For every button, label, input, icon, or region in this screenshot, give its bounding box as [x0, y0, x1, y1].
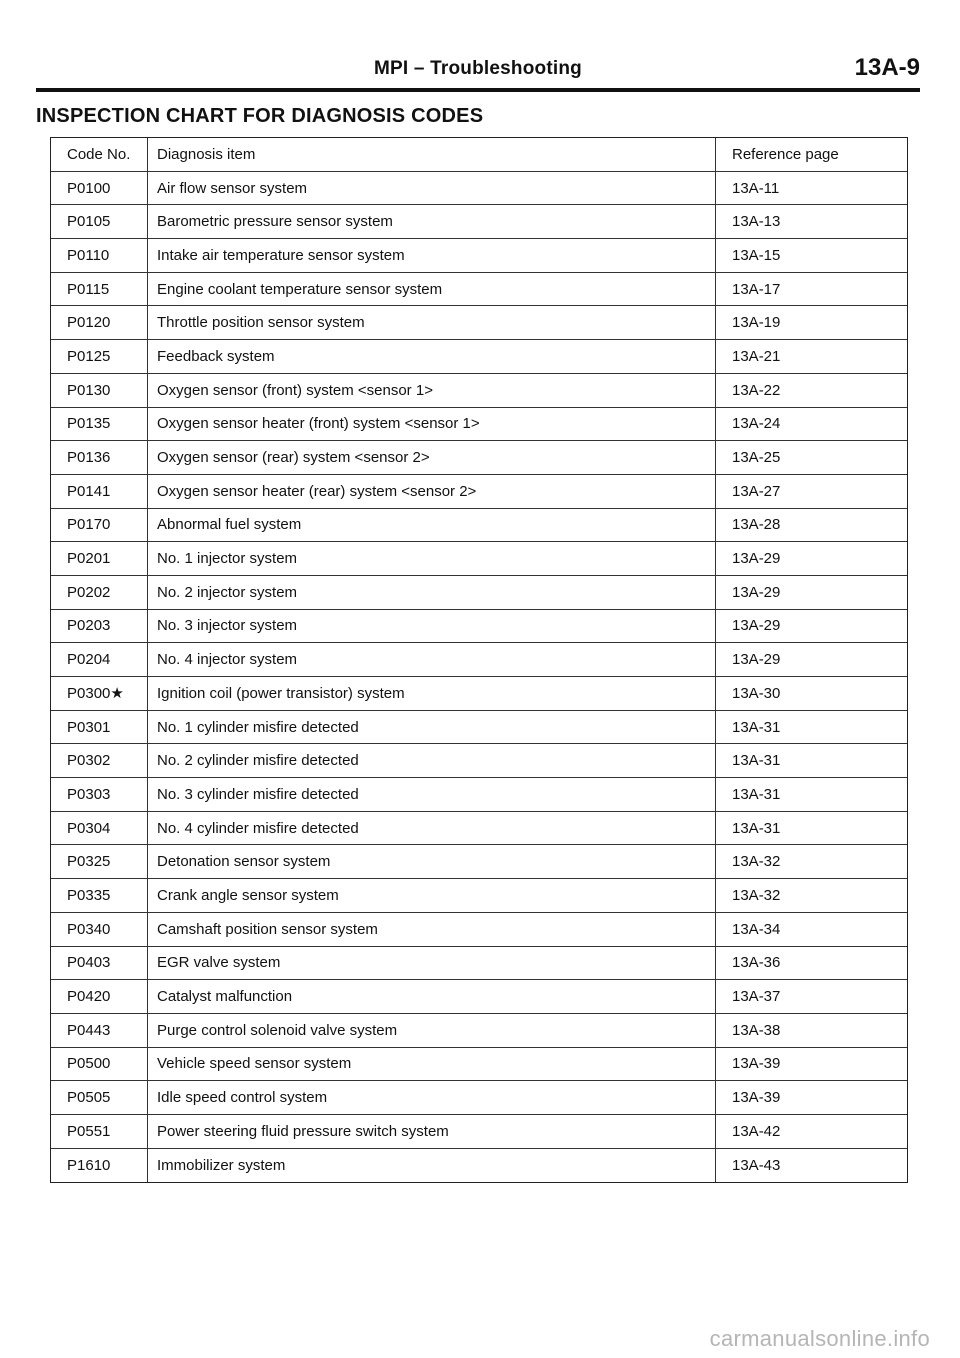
- code-cell: P0135: [51, 408, 148, 441]
- reference-page-cell: 13A-31: [732, 819, 781, 837]
- code-cell: P0302: [51, 744, 148, 777]
- table-row: [51, 778, 907, 812]
- reference-page-cell: 13A-42: [732, 1122, 781, 1140]
- code-cell: P0303: [51, 778, 148, 811]
- diagnosis-item-cell: No. 2 cylinder misfire detected: [148, 744, 716, 777]
- table-row: [51, 1081, 907, 1115]
- diagnosis-item-cell: EGR valve system: [148, 947, 716, 980]
- diagnosis-item-cell: Oxygen sensor heater (front) system <sensor 1>: [148, 408, 716, 441]
- code-cell: P0301: [51, 711, 148, 744]
- diagnosis-item-cell: No. 2 injector system: [148, 576, 716, 609]
- table-row: [51, 374, 907, 408]
- code-cell: P0500: [51, 1048, 148, 1081]
- diagnosis-item-cell: Barometric pressure sensor system: [148, 205, 716, 238]
- reference-page-cell: 13A-17: [732, 280, 781, 298]
- code-cell: P0115: [51, 273, 148, 306]
- table-row: [51, 475, 907, 509]
- table-row: [51, 509, 907, 543]
- table-row: [51, 947, 907, 981]
- reference-page-cell: 13A-15: [732, 246, 781, 264]
- code-cell: P0136: [51, 441, 148, 474]
- code-cell: P0420: [51, 980, 148, 1013]
- watermark: carmanualsonline.info: [709, 1326, 930, 1351]
- code-cell: P0204: [51, 643, 148, 676]
- diagnosis-item-cell: Detonation sensor system: [148, 845, 716, 878]
- code-cell: P0202: [51, 576, 148, 609]
- page-header: [36, 52, 920, 88]
- code-cell: P0120: [51, 306, 148, 339]
- table-row: [51, 1115, 907, 1149]
- diagnosis-item-cell: Camshaft position sensor system: [148, 913, 716, 946]
- page-number: 13A-9: [854, 54, 920, 81]
- reference-page-cell: 13A-11: [732, 179, 780, 197]
- table-row: [51, 576, 907, 610]
- code-cell: P0551: [51, 1115, 148, 1148]
- table-header-row: [51, 138, 907, 172]
- reference-page-cell: 13A-29: [732, 583, 781, 601]
- code-cell: P0100: [51, 172, 148, 205]
- diagnosis-item-cell: Ignition coil (power transistor) system: [148, 677, 716, 710]
- table-row: [51, 306, 907, 340]
- reference-page-cell: 13A-32: [732, 886, 781, 904]
- column-header-reference-page: Reference page: [732, 145, 839, 163]
- reference-page-cell: 13A-27: [732, 482, 781, 500]
- code-cell: P0443: [51, 1014, 148, 1047]
- code-cell: P0201: [51, 542, 148, 575]
- table-row: [51, 239, 907, 273]
- table-row: [51, 812, 907, 846]
- table-row: [51, 879, 907, 913]
- reference-page-cell: 13A-29: [732, 617, 781, 635]
- reference-page-cell: 13A-25: [732, 449, 781, 467]
- diagnosis-item-cell: Intake air temperature sensor system: [148, 239, 716, 272]
- reference-page-cell: 13A-31: [732, 785, 781, 803]
- code-cell: P0335: [51, 879, 148, 912]
- diagnosis-item-cell: Feedback system: [148, 340, 716, 373]
- table-row: [51, 1048, 907, 1082]
- diagnosis-item-cell: No. 3 cylinder misfire detected: [148, 778, 716, 811]
- code-cell: P0170: [51, 509, 148, 542]
- table-row: [51, 845, 907, 879]
- page-heading: INSPECTION CHART FOR DIAGNOSIS CODES: [36, 105, 484, 127]
- reference-page-cell: 13A-37: [732, 988, 781, 1006]
- table-row: [51, 441, 907, 475]
- reference-page-cell: 13A-39: [732, 1055, 781, 1073]
- table-row: [51, 1149, 907, 1183]
- header-rule: [36, 88, 920, 92]
- code-cell: P0141: [51, 475, 148, 508]
- reference-page-cell: 13A-34: [732, 920, 781, 938]
- reference-page-cell: 13A-13: [732, 213, 781, 231]
- diagnosis-item-cell: Immobilizer system: [148, 1149, 716, 1183]
- code-cell: P0300★: [51, 677, 148, 710]
- column-header-diagnosis-item: Diagnosis item: [148, 138, 716, 171]
- diagnosis-item-cell: Vehicle speed sensor system: [148, 1048, 716, 1081]
- section-title: MPI – Troubleshooting: [374, 58, 582, 79]
- code-cell: P0325: [51, 845, 148, 878]
- reference-page-cell: 13A-28: [732, 516, 781, 534]
- reference-page-cell: 13A-32: [732, 853, 781, 871]
- reference-page-cell: 13A-29: [732, 651, 781, 669]
- table-row: [51, 340, 907, 374]
- reference-page-cell: 13A-29: [732, 550, 781, 568]
- table-row: [51, 1014, 907, 1048]
- code-cell: P0340: [51, 913, 148, 946]
- reference-page-cell: 13A-22: [732, 381, 781, 399]
- code-cell: P0403: [51, 947, 148, 980]
- table-row: [51, 744, 907, 778]
- code-cell: P0304: [51, 812, 148, 845]
- code-cell: P0125: [51, 340, 148, 373]
- table-row: [51, 542, 907, 576]
- reference-page-cell: 13A-31: [732, 752, 781, 770]
- diagnosis-item-cell: Engine coolant temperature sensor system: [148, 273, 716, 306]
- table-row: [51, 711, 907, 745]
- diagnosis-item-cell: No. 1 injector system: [148, 542, 716, 575]
- code-cell: P0105: [51, 205, 148, 238]
- diagnosis-item-cell: Power steering fluid pressure switch system: [148, 1115, 716, 1148]
- table-row: [51, 408, 907, 442]
- diagnosis-item-cell: Crank angle sensor system: [148, 879, 716, 912]
- table-row: [51, 643, 907, 677]
- column-header-code: Code No.: [51, 138, 148, 171]
- reference-page-cell: 13A-43: [732, 1156, 781, 1174]
- reference-page-cell: 13A-21: [732, 347, 781, 365]
- reference-page-cell: 13A-24: [732, 415, 781, 433]
- diagnosis-item-cell: No. 4 injector system: [148, 643, 716, 676]
- diagnosis-item-cell: Abnormal fuel system: [148, 509, 716, 542]
- table-row: [51, 677, 907, 711]
- reference-page-cell: 13A-39: [732, 1089, 781, 1107]
- table-row: [51, 980, 907, 1014]
- reference-page-cell: 13A-31: [732, 718, 781, 736]
- diagnosis-item-cell: Oxygen sensor (rear) system <sensor 2>: [148, 441, 716, 474]
- diagnosis-item-cell: Air flow sensor system: [148, 172, 716, 205]
- code-cell: P0130: [51, 374, 148, 407]
- code-cell: P0505: [51, 1081, 148, 1114]
- reference-page-cell: 13A-30: [732, 684, 781, 702]
- diagnosis-item-cell: Oxygen sensor heater (rear) system <sensor 2>: [148, 475, 716, 508]
- diagnosis-item-cell: Oxygen sensor (front) system <sensor 1>: [148, 374, 716, 407]
- diagnosis-item-cell: Catalyst malfunction: [148, 980, 716, 1013]
- diagnosis-item-cell: No. 1 cylinder misfire detected: [148, 711, 716, 744]
- code-cell: P0203: [51, 610, 148, 643]
- reference-page-cell: 13A-36: [732, 954, 781, 972]
- code-cell: P1610: [51, 1149, 148, 1183]
- table-row: [51, 610, 907, 644]
- table-row: [51, 205, 907, 239]
- diagnosis-item-cell: Throttle position sensor system: [148, 306, 716, 339]
- reference-page-cell: 13A-19: [732, 314, 781, 332]
- diagnosis-code-table: [50, 137, 908, 1183]
- diagnosis-item-cell: Idle speed control system: [148, 1081, 716, 1114]
- diagnosis-item-cell: No. 3 injector system: [148, 610, 716, 643]
- diagnosis-item-cell: Purge control solenoid valve system: [148, 1014, 716, 1047]
- table-row: [51, 172, 907, 206]
- table-row: [51, 273, 907, 307]
- diagnosis-item-cell: No. 4 cylinder misfire detected: [148, 812, 716, 845]
- table-row: [51, 913, 907, 947]
- code-cell: P0110: [51, 239, 148, 272]
- reference-page-cell: 13A-38: [732, 1021, 781, 1039]
